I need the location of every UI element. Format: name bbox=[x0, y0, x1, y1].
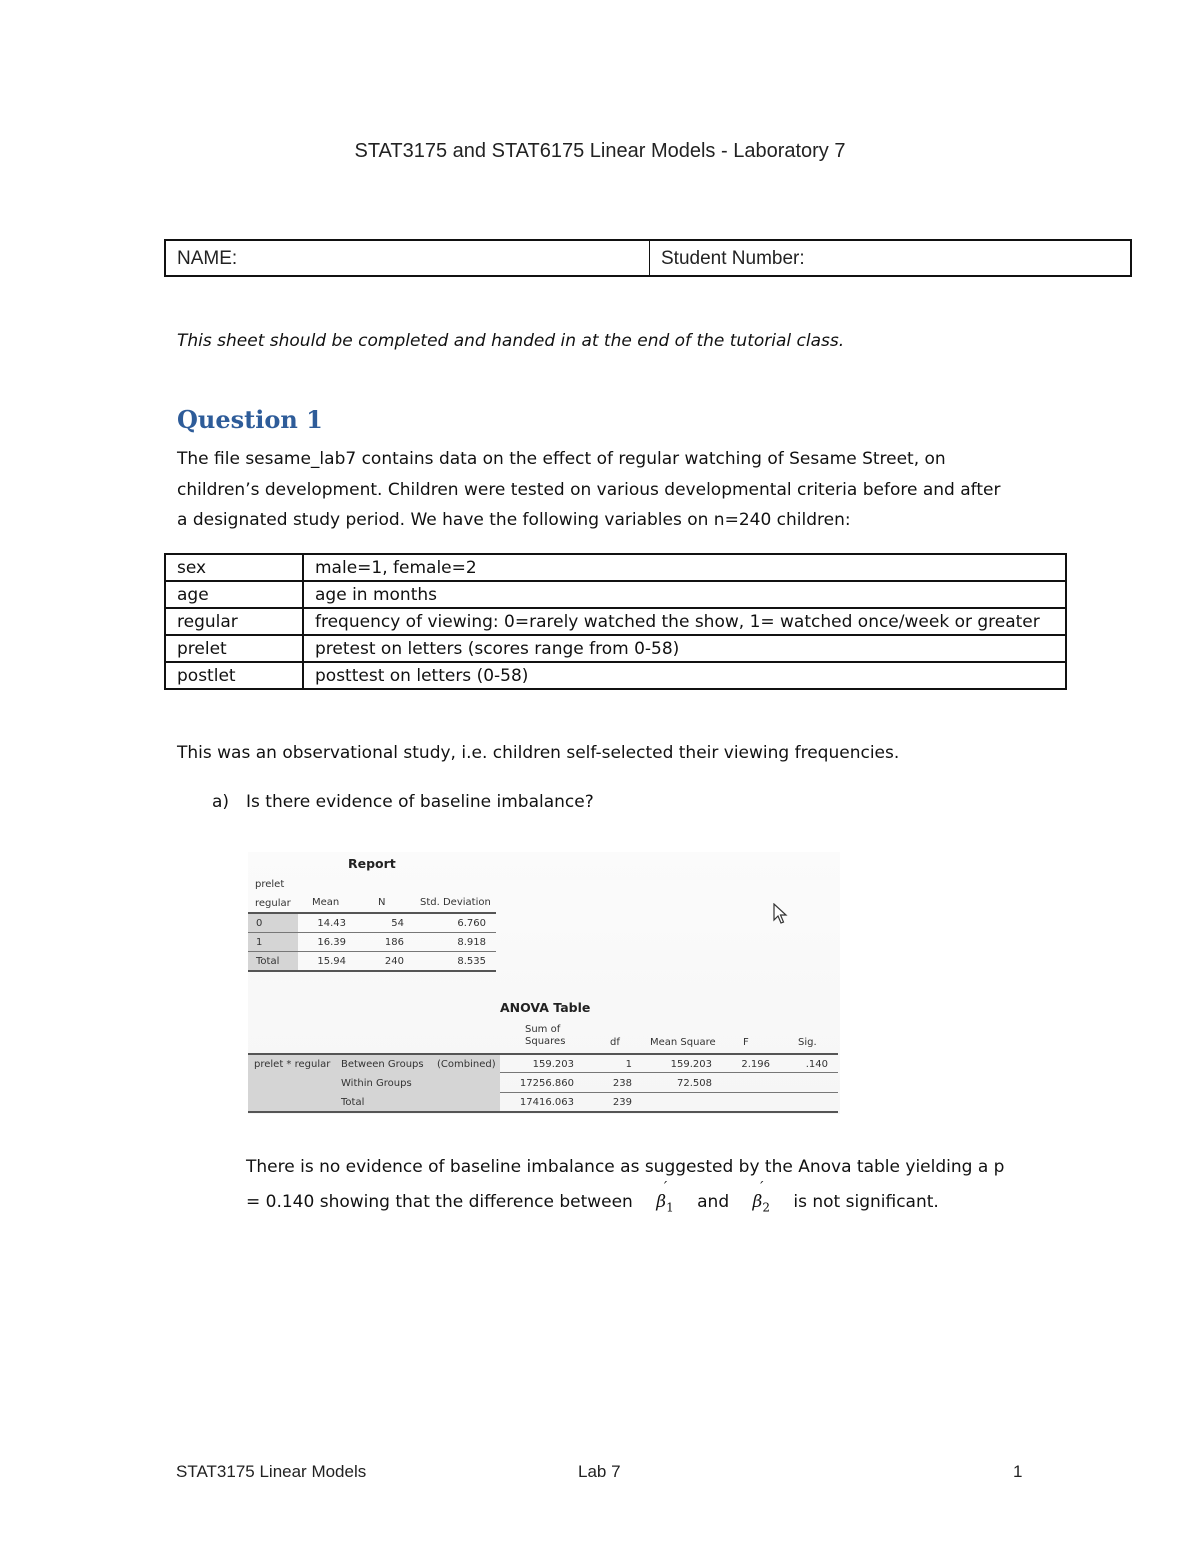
report-cell: 240 bbox=[384, 956, 404, 967]
report-cell: 6.760 bbox=[457, 918, 486, 929]
mouse-cursor-icon bbox=[772, 903, 788, 925]
report-cell: 15.94 bbox=[317, 956, 346, 967]
anova-cell: 72.508 bbox=[677, 1078, 712, 1089]
anova-cell: 2.196 bbox=[741, 1059, 770, 1070]
anova-cell: 239 bbox=[612, 1097, 632, 1108]
anova-cell: 238 bbox=[612, 1078, 632, 1089]
anova-cell: Within Groups bbox=[341, 1078, 412, 1089]
page-title: STAT3175 and STAT6175 Linear Models - Laboratory 7 bbox=[354, 140, 846, 162]
observational-note: This was an observational study, i.e. children self-selected their viewing frequencies. bbox=[177, 743, 900, 763]
variable-desc: male=1, female=2 bbox=[303, 554, 1066, 581]
sub-question-label: a) bbox=[212, 792, 230, 812]
anova-header: F bbox=[743, 1037, 749, 1048]
variable-desc: pretest on letters (scores range from 0-58) bbox=[303, 635, 1066, 662]
anova-cell: .140 bbox=[805, 1059, 828, 1070]
variable-desc: posttest on letters (0-58) bbox=[303, 662, 1066, 689]
report-cell: 8.535 bbox=[457, 956, 486, 967]
footer-center: Lab 7 bbox=[578, 1462, 621, 1481]
anova-rule bbox=[248, 1111, 838, 1113]
variable-desc: frequency of viewing: 0=rarely watched the show, 1= watched once/week or greater bbox=[303, 608, 1066, 635]
anova-header: df bbox=[610, 1037, 620, 1048]
beta1-symbol: ˊ $\beta_1$ bbox=[656, 1180, 674, 1215]
report-header: N bbox=[378, 897, 386, 908]
report-cell: 8.918 bbox=[457, 937, 486, 948]
report-cell: 0 bbox=[256, 918, 263, 929]
conclusion-text bbox=[246, 1150, 1046, 1225]
anova-cell: 159.203 bbox=[670, 1059, 712, 1070]
anova-rule bbox=[500, 1072, 838, 1073]
sub-question bbox=[212, 792, 594, 812]
anova-cell: Between Groups bbox=[341, 1059, 424, 1070]
variable-desc: age in months bbox=[303, 581, 1066, 608]
anova-cell: 1 bbox=[625, 1059, 632, 1070]
report-cell: 14.43 bbox=[317, 918, 346, 929]
table-row bbox=[165, 581, 1066, 608]
anova-header: Mean Square bbox=[650, 1037, 716, 1048]
anova-title: ANOVA Table bbox=[500, 1000, 591, 1015]
name-student-table bbox=[164, 239, 1132, 277]
report-header: regular bbox=[255, 898, 291, 909]
report-header: Mean bbox=[312, 897, 340, 908]
variable-name: sex bbox=[165, 554, 303, 581]
report-variable: prelet bbox=[255, 879, 285, 890]
question-heading: Question 1 bbox=[177, 405, 323, 434]
beta2-symbol: ˊ $\beta_2$ bbox=[752, 1180, 770, 1215]
instruction-text: This sheet should be completed and handed in at the end of the tutorial class. bbox=[177, 331, 845, 351]
variable-name: regular bbox=[165, 608, 303, 635]
table-row bbox=[165, 554, 1066, 581]
variable-name: prelet bbox=[165, 635, 303, 662]
variables-table bbox=[164, 553, 1067, 690]
report-cell: Total bbox=[256, 956, 280, 967]
table-row bbox=[165, 608, 1066, 635]
report-cell: 16.39 bbox=[317, 937, 346, 948]
anova-cell: Total bbox=[341, 1097, 365, 1108]
sub-question-text: Is there evidence of baseline imbalance? bbox=[246, 792, 594, 812]
report-rule bbox=[248, 932, 496, 933]
name-field[interactable]: NAME: bbox=[166, 241, 650, 275]
anova-rule bbox=[500, 1092, 838, 1093]
report-cell: 1 bbox=[256, 937, 263, 948]
paragraph-line: a designated study period. We have the following variables on n=240 children: bbox=[177, 510, 851, 530]
anova-header: Sum of Squares bbox=[525, 1024, 566, 1047]
variable-name: postlet bbox=[165, 662, 303, 689]
paragraph-line: The file sesame_lab7 contains data on the effect of regular watching of Sesame Street, on bbox=[177, 449, 946, 469]
conclusion-line: = 0.140 showing that the difference between ˊ $\beta_1$ and ˊ $\beta_2$ is not significant. bbox=[246, 1185, 1046, 1225]
paragraph-line: children’s development. Children were tested on various developmental criteria before and after bbox=[177, 479, 1001, 500]
report-rule bbox=[248, 951, 496, 952]
variable-name: age bbox=[165, 581, 303, 608]
conclusion-line: There is no evidence of baseline imbalance as suggested by the Anova table yielding a p bbox=[246, 1157, 1005, 1177]
footer-left: STAT3175 Linear Models bbox=[176, 1462, 367, 1481]
anova-cell: 17416.063 bbox=[519, 1097, 574, 1108]
spss-output bbox=[248, 852, 840, 1114]
table-row bbox=[165, 662, 1066, 689]
report-title: Report bbox=[348, 856, 396, 871]
anova-cell: 17256.860 bbox=[519, 1078, 574, 1089]
report-cell: 54 bbox=[391, 918, 404, 929]
page-number: 1 bbox=[1013, 1462, 1023, 1481]
report-header: Std. Deviation bbox=[420, 897, 491, 908]
anova-header: Sig. bbox=[798, 1037, 817, 1048]
report-cell: 186 bbox=[384, 937, 404, 948]
report-rule bbox=[248, 970, 496, 972]
table-row bbox=[165, 635, 1066, 662]
anova-row-label: prelet * regular bbox=[254, 1059, 331, 1070]
anova-cell: (Combined) bbox=[437, 1059, 496, 1070]
anova-cell: 159.203 bbox=[532, 1059, 574, 1070]
student-number-field[interactable]: Student Number: bbox=[661, 248, 805, 269]
question-paragraph bbox=[177, 444, 1057, 536]
